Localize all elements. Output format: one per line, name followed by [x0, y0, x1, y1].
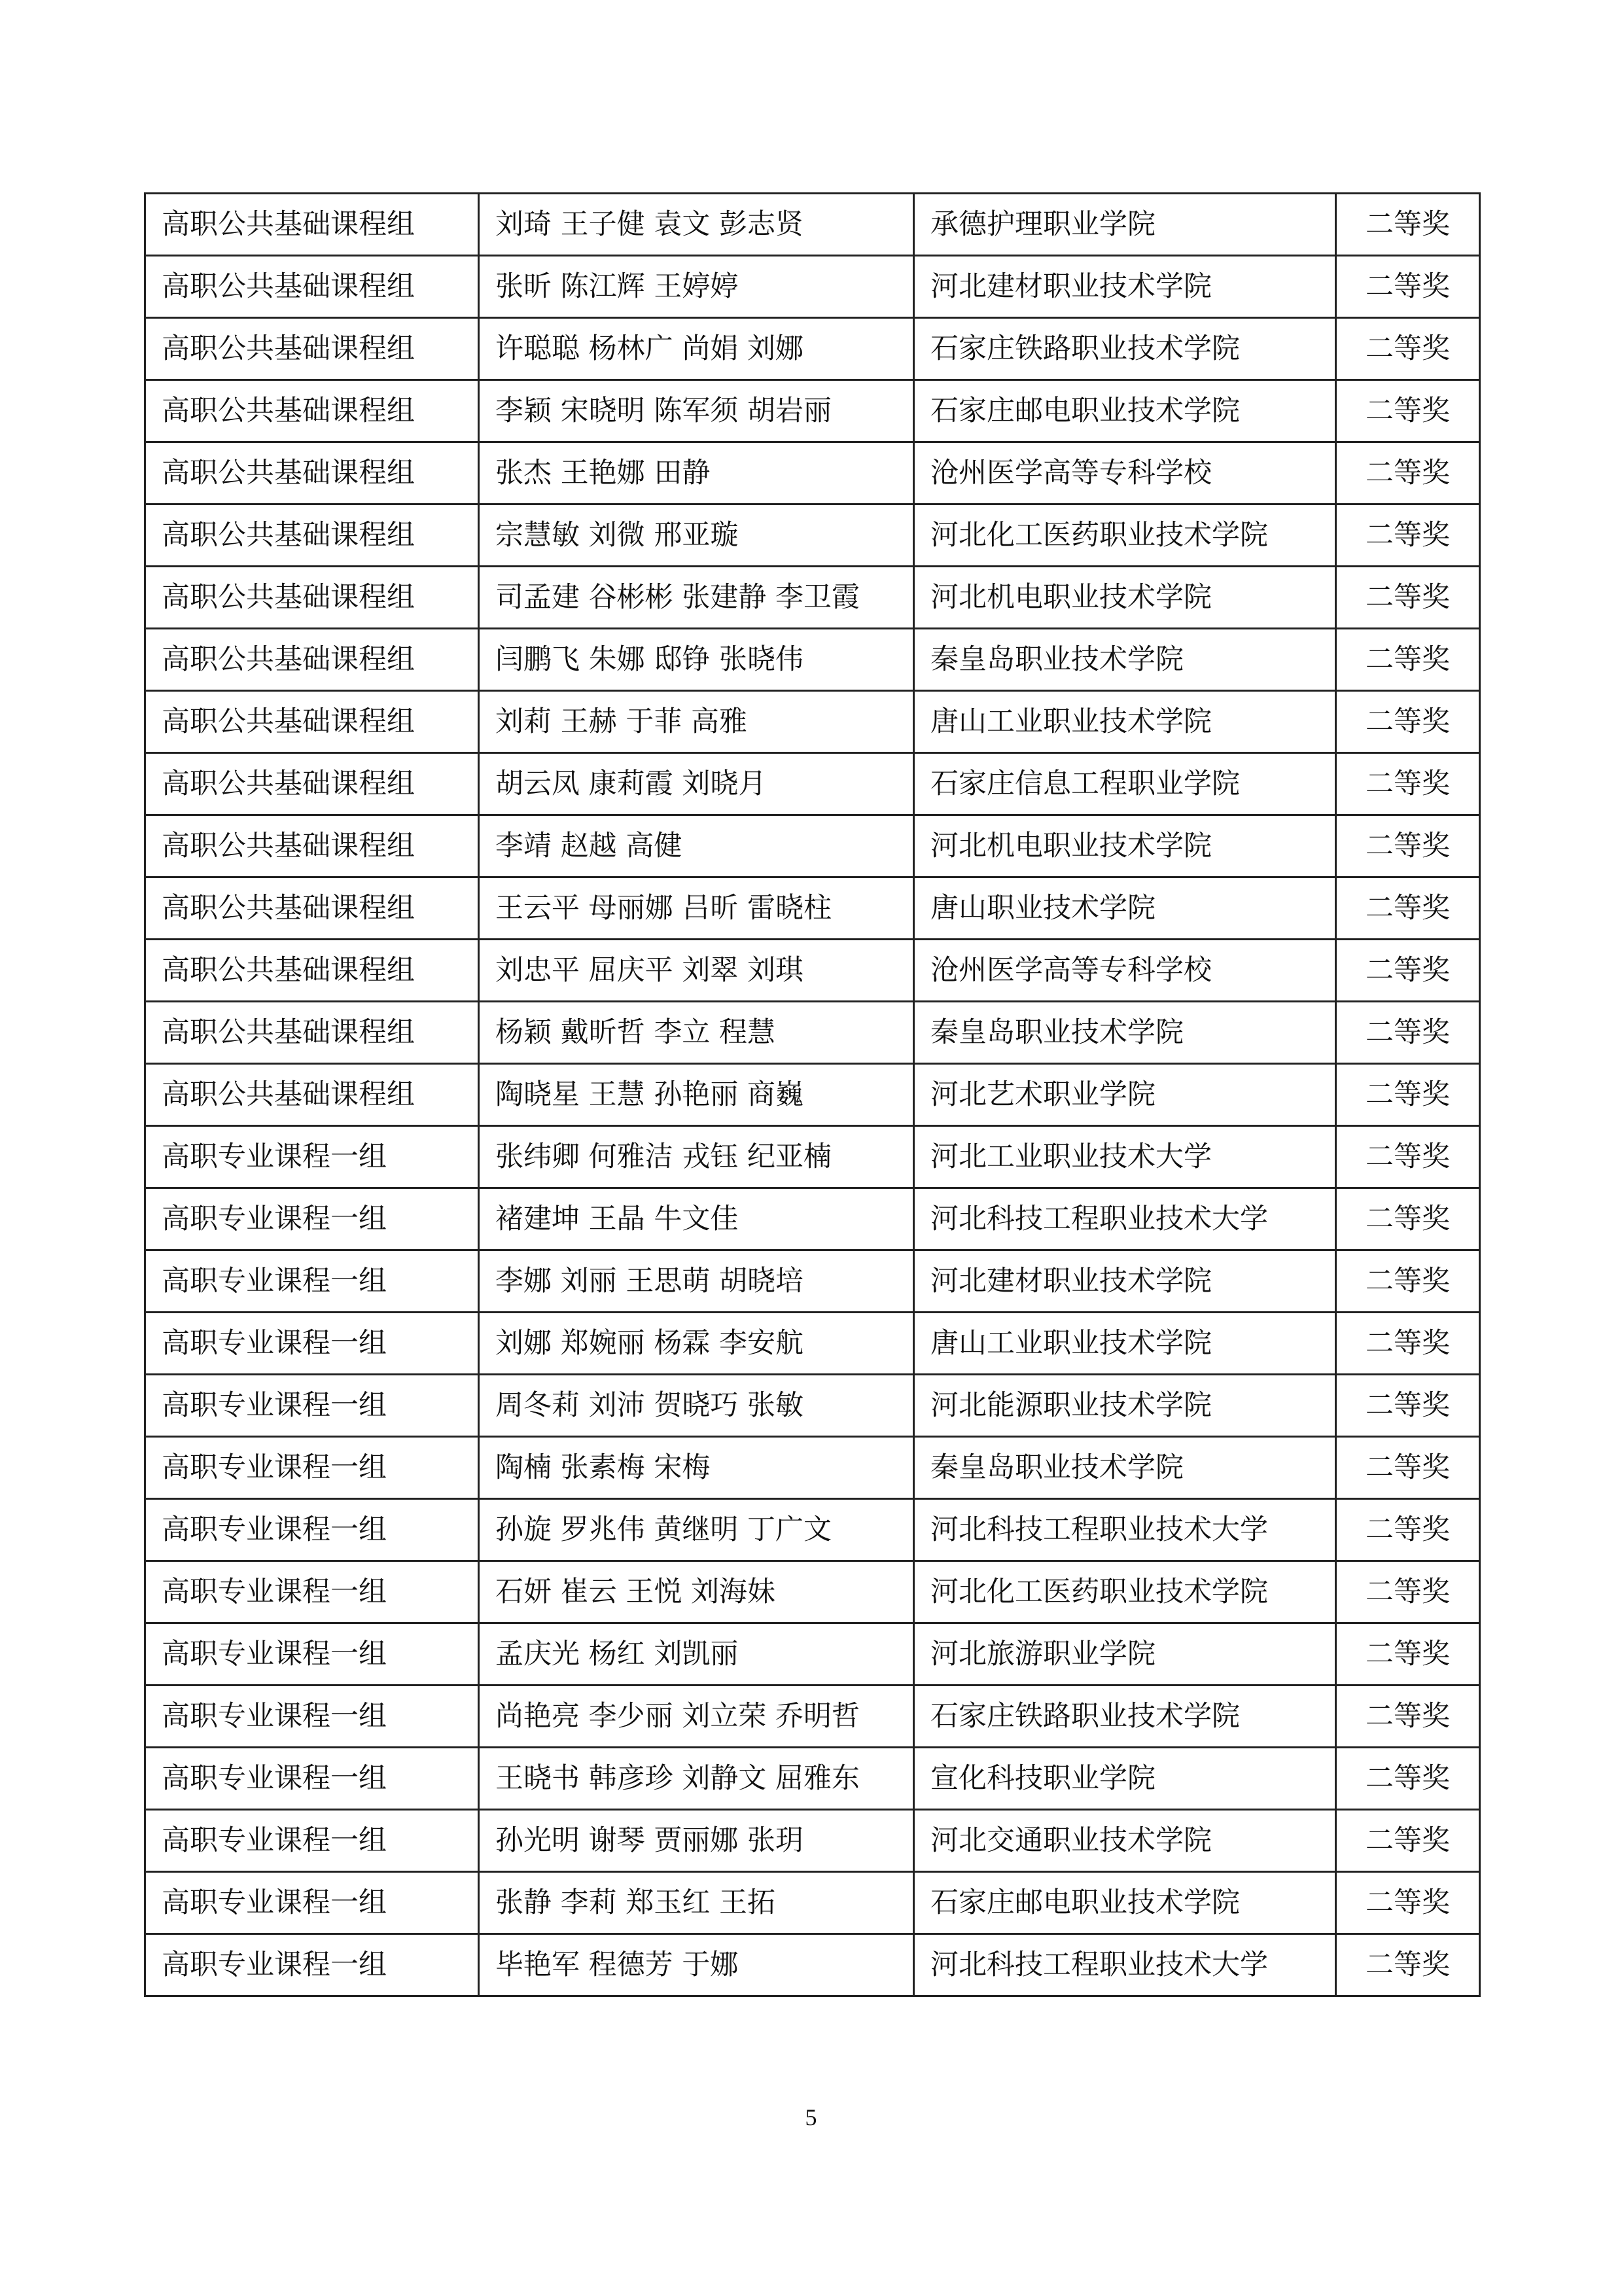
table-row: [145, 1561, 1480, 1623]
table-row: [145, 1686, 1480, 1748]
members-cell: 孙光明 谢琴 贾丽娜 张玥: [479, 1810, 914, 1872]
table-row: [145, 194, 1480, 256]
award-cell: 二等奖: [1336, 567, 1480, 629]
members-cell: 孙旋 罗兆伟 黄继明 丁广文: [479, 1499, 914, 1561]
group-cell: 高职公共基础课程组: [145, 256, 479, 318]
school-cell: 河北科技工程职业技术大学: [914, 1188, 1336, 1250]
school-cell: 河北机电职业技术学院: [914, 815, 1336, 877]
members-cell: 刘忠平 屈庆平 刘翠 刘琪: [479, 940, 914, 1002]
group-cell: 高职公共基础课程组: [145, 1002, 479, 1064]
group-cell: 高职公共基础课程组: [145, 691, 479, 753]
school-cell: 河北化工医药职业技术学院: [914, 1561, 1336, 1623]
group-cell: 高职专业课程一组: [145, 1313, 479, 1375]
members-cell: 张纬卿 何雅洁 戎钰 纪亚楠: [479, 1126, 914, 1188]
table-row: [145, 1934, 1480, 1996]
award-cell: 二等奖: [1336, 1561, 1480, 1623]
members-cell: 刘莉 王赫 于菲 高雅: [479, 691, 914, 753]
table-row: [145, 256, 1480, 318]
award-cell: 二等奖: [1336, 691, 1480, 753]
group-cell: 高职专业课程一组: [145, 1623, 479, 1686]
group-cell: 高职专业课程一组: [145, 1437, 479, 1499]
group-cell: 高职专业课程一组: [145, 1810, 479, 1872]
award-cell: 二等奖: [1336, 1002, 1480, 1064]
table-row: [145, 877, 1480, 940]
table-row: [145, 1250, 1480, 1313]
table-row: [145, 318, 1480, 380]
table-row: [145, 940, 1480, 1002]
group-cell: 高职专业课程一组: [145, 1561, 479, 1623]
school-cell: 秦皇岛职业技术学院: [914, 1002, 1336, 1064]
group-cell: 高职公共基础课程组: [145, 877, 479, 940]
group-cell: 高职专业课程一组: [145, 1872, 479, 1934]
school-cell: 河北机电职业技术学院: [914, 567, 1336, 629]
group-cell: 高职公共基础课程组: [145, 442, 479, 504]
school-cell: 石家庄铁路职业技术学院: [914, 1686, 1336, 1748]
school-cell: 河北交通职业技术学院: [914, 1810, 1336, 1872]
school-cell: 秦皇岛职业技术学院: [914, 1437, 1336, 1499]
members-cell: 毕艳军 程德芳 于娜: [479, 1934, 914, 1996]
group-cell: 高职专业课程一组: [145, 1375, 479, 1437]
table-row: [145, 567, 1480, 629]
award-list-table: [144, 192, 1481, 1997]
members-cell: 张静 李莉 郑玉红 王拓: [479, 1872, 914, 1934]
members-cell: 周冬莉 刘沛 贺晓巧 张敏: [479, 1375, 914, 1437]
award-cell: 二等奖: [1336, 1126, 1480, 1188]
group-cell: 高职公共基础课程组: [145, 318, 479, 380]
group-cell: 高职专业课程一组: [145, 1499, 479, 1561]
group-cell: 高职公共基础课程组: [145, 1064, 479, 1126]
school-cell: 石家庄铁路职业技术学院: [914, 318, 1336, 380]
award-cell: 二等奖: [1336, 1064, 1480, 1126]
table-row: [145, 1375, 1480, 1437]
group-cell: 高职公共基础课程组: [145, 815, 479, 877]
members-cell: 李靖 赵越 高健: [479, 815, 914, 877]
table-row: [145, 1810, 1480, 1872]
table-row: [145, 629, 1480, 691]
table-row: [145, 1499, 1480, 1561]
award-cell: 二等奖: [1336, 815, 1480, 877]
members-cell: 李颖 宋晓明 陈军须 胡岩丽: [479, 380, 914, 442]
award-cell: 二等奖: [1336, 1623, 1480, 1686]
award-cell: 二等奖: [1336, 940, 1480, 1002]
members-cell: 褚建坤 王晶 牛文佳: [479, 1188, 914, 1250]
table-row: [145, 1748, 1480, 1810]
members-cell: 尚艳亮 李少丽 刘立荣 乔明哲: [479, 1686, 914, 1748]
award-cell: 二等奖: [1336, 877, 1480, 940]
award-cell: 二等奖: [1336, 1748, 1480, 1810]
members-cell: 宗慧敏 刘微 邢亚璇: [479, 504, 914, 567]
school-cell: 沧州医学高等专科学校: [914, 442, 1336, 504]
table-row: [145, 815, 1480, 877]
group-cell: 高职公共基础课程组: [145, 380, 479, 442]
award-cell: 二等奖: [1336, 504, 1480, 567]
school-cell: 河北建材职业技术学院: [914, 256, 1336, 318]
school-cell: 河北工业职业技术大学: [914, 1126, 1336, 1188]
members-cell: 陶晓星 王慧 孙艳丽 商巍: [479, 1064, 914, 1126]
school-cell: 石家庄信息工程职业学院: [914, 753, 1336, 815]
members-cell: 许聪聪 杨林广 尚娟 刘娜: [479, 318, 914, 380]
members-cell: 刘琦 王子健 袁文 彭志贤: [479, 194, 914, 256]
members-cell: 陶楠 张素梅 宋梅: [479, 1437, 914, 1499]
table-row: [145, 1872, 1480, 1934]
school-cell: 唐山工业职业技术学院: [914, 1313, 1336, 1375]
school-cell: 唐山职业技术学院: [914, 877, 1336, 940]
award-table-body: [145, 194, 1480, 1996]
table-row: [145, 442, 1480, 504]
members-cell: 胡云凤 康莉霞 刘晓月: [479, 753, 914, 815]
award-cell: 二等奖: [1336, 1499, 1480, 1561]
school-cell: 沧州医学高等专科学校: [914, 940, 1336, 1002]
award-cell: 二等奖: [1336, 1437, 1480, 1499]
award-cell: 二等奖: [1336, 1810, 1480, 1872]
award-cell: 二等奖: [1336, 1872, 1480, 1934]
members-cell: 杨颖 戴昕哲 李立 程慧: [479, 1002, 914, 1064]
table-row: [145, 380, 1480, 442]
award-cell: 二等奖: [1336, 442, 1480, 504]
school-cell: 宣化科技职业学院: [914, 1748, 1336, 1810]
award-cell: 二等奖: [1336, 194, 1480, 256]
school-cell: 河北艺术职业学院: [914, 1064, 1336, 1126]
members-cell: 司孟建 谷彬彬 张建静 李卫霞: [479, 567, 914, 629]
school-cell: 秦皇岛职业技术学院: [914, 629, 1336, 691]
members-cell: 张昕 陈江辉 王婷婷: [479, 256, 914, 318]
group-cell: 高职公共基础课程组: [145, 629, 479, 691]
award-cell: 二等奖: [1336, 1188, 1480, 1250]
school-cell: 河北旅游职业学院: [914, 1623, 1336, 1686]
school-cell: 石家庄邮电职业技术学院: [914, 1872, 1336, 1934]
award-cell: 二等奖: [1336, 1375, 1480, 1437]
school-cell: 河北建材职业技术学院: [914, 1250, 1336, 1313]
school-cell: 河北化工医药职业技术学院: [914, 504, 1336, 567]
table-row: [145, 1002, 1480, 1064]
award-cell: 二等奖: [1336, 753, 1480, 815]
table-row: [145, 753, 1480, 815]
members-cell: 李娜 刘丽 王思萌 胡晓培: [479, 1250, 914, 1313]
group-cell: 高职专业课程一组: [145, 1748, 479, 1810]
award-cell: 二等奖: [1336, 1313, 1480, 1375]
members-cell: 孟庆光 杨红 刘凯丽: [479, 1623, 914, 1686]
table-row: [145, 691, 1480, 753]
group-cell: 高职公共基础课程组: [145, 194, 479, 256]
school-cell: 承德护理职业学院: [914, 194, 1336, 256]
members-cell: 王晓书 韩彦珍 刘静文 屈雅东: [479, 1748, 914, 1810]
group-cell: 高职公共基础课程组: [145, 567, 479, 629]
group-cell: 高职公共基础课程组: [145, 753, 479, 815]
table-row: [145, 1437, 1480, 1499]
table-row: [145, 1623, 1480, 1686]
school-cell: 河北能源职业技术学院: [914, 1375, 1336, 1437]
school-cell: 河北科技工程职业技术大学: [914, 1934, 1336, 1996]
group-cell: 高职专业课程一组: [145, 1126, 479, 1188]
table-row: [145, 1313, 1480, 1375]
school-cell: 唐山工业职业技术学院: [914, 691, 1336, 753]
members-cell: 张杰 王艳娜 田静: [479, 442, 914, 504]
page-number: 5: [805, 2104, 817, 2130]
group-cell: 高职专业课程一组: [145, 1934, 479, 1996]
group-cell: 高职专业课程一组: [145, 1686, 479, 1748]
school-cell: 河北科技工程职业技术大学: [914, 1499, 1336, 1561]
table-row: [145, 1064, 1480, 1126]
group-cell: 高职公共基础课程组: [145, 504, 479, 567]
group-cell: 高职公共基础课程组: [145, 940, 479, 1002]
members-cell: 闫鹏飞 朱娜 邸铮 张晓伟: [479, 629, 914, 691]
table-row: [145, 1126, 1480, 1188]
group-cell: 高职专业课程一组: [145, 1250, 479, 1313]
members-cell: 刘娜 郑婉丽 杨霖 李安航: [479, 1313, 914, 1375]
members-cell: 王云平 母丽娜 吕昕 雷晓柱: [479, 877, 914, 940]
award-cell: 二等奖: [1336, 380, 1480, 442]
table-row: [145, 504, 1480, 567]
award-cell: 二等奖: [1336, 1250, 1480, 1313]
group-cell: 高职专业课程一组: [145, 1188, 479, 1250]
award-cell: 二等奖: [1336, 318, 1480, 380]
members-cell: 石妍 崔云 王悦 刘海妹: [479, 1561, 914, 1623]
award-cell: 二等奖: [1336, 629, 1480, 691]
table-row: [145, 1188, 1480, 1250]
award-cell: 二等奖: [1336, 256, 1480, 318]
award-cell: 二等奖: [1336, 1934, 1480, 1996]
school-cell: 石家庄邮电职业技术学院: [914, 380, 1336, 442]
award-cell: 二等奖: [1336, 1686, 1480, 1748]
